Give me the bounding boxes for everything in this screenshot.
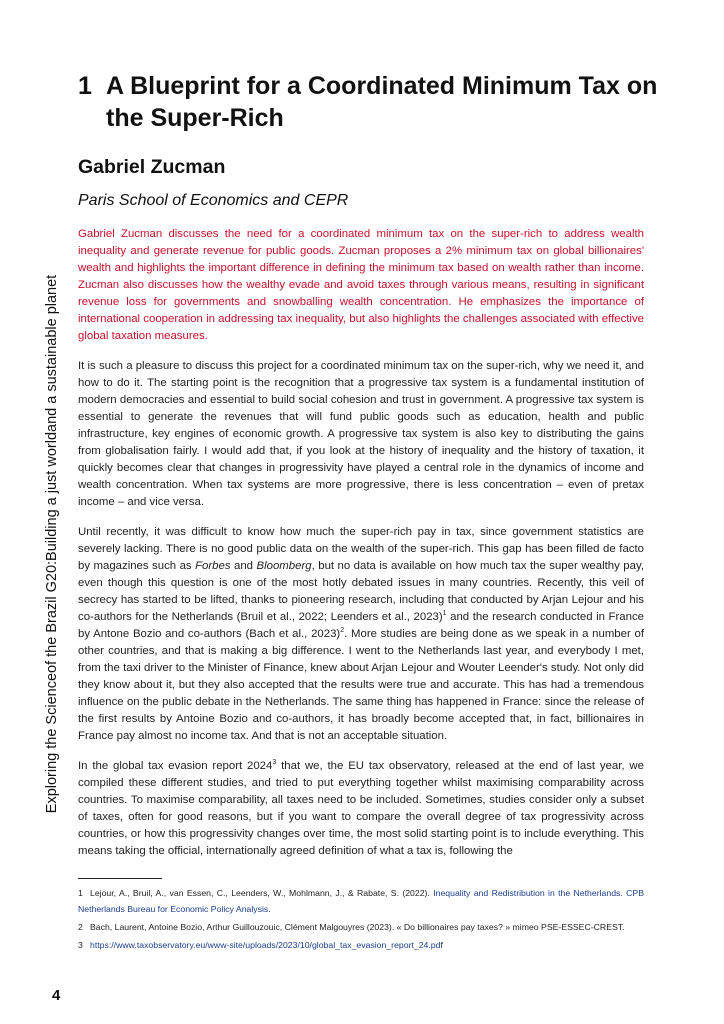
abstract-paragraph: Gabriel Zucman discusses the need for a coordinated minimum tax on the super-rich to address wealth inequality and generate revenue for public goods. Zucman proposes a 2% minimum tax on global billionaires' wealth and highlights the important difference in defining the minimum tax based on wealth rather than income. Zucman also discusses how the wealthy evade and avoid taxes through various means, resulting in significant revenue loss for governments and snowballing wealth concentration. He emphasizes the importance of international cooperation in addressing tax inequality, but also highlights the challenges associated with effective global taxation measures. [78, 228, 644, 342]
footnote-divider [78, 878, 162, 879]
footnote-text: f [440, 940, 443, 950]
footnote-1 [78, 885, 644, 917]
footnote-text: Lejour, A., Bruil, A., van Essen, C., Leenders, W., Mohlmann, J., & Rabate, S. (2022). [90, 888, 434, 898]
footnote-number: 1 [78, 888, 83, 898]
body-paragraph-2 [78, 524, 644, 745]
footnote-3 [78, 937, 644, 953]
body-paragraph-3 [78, 758, 644, 860]
italic-bloomberg: Bloomberg [256, 560, 312, 572]
text-run: that we, the EU tax observatory, released at the end of last year, we compiled these different studies, and tried to put everything together whilst maximising comparability across countries. To maximise comparability, all taxes need to be included. Sometimes, studies consider only a subset of taxes, often for good reasons, but if you want to compare the overall degree of tax progressivity across countries, or how this progressivity changes over time, the most solid starting point is to include everything. This means taking the official, internationally agreed definition of what a tax is, following the [78, 760, 644, 857]
footnote-2 [78, 919, 644, 935]
text-run: and [230, 560, 257, 572]
running-header-vertical: Exploring the Scienceof the Brazil G20:Building a just worldand a sustainable planet [44, 274, 60, 814]
body-paragraph-1: It is such a pleasure to discuss this project for a coordinated minimum tax on the super-rich, why we need it, and how to do it. The starting point is the recognition that a progressive tax system is a fundamental institution of modern democracies and essential to build social cohesion and trust in government. A progressive tax system is essential to generate the revenues that will fund public goods such as education, health and public infrastructure, key engines of economic growth. A progressive tax system is also key to distributing the gains from globalisation fairly. I would add that, if you look at the history of inequality and the history of taxation, it quickly becomes clear that changes in progressivity have played a central role in the dynamics of income and wealth concentration. When tax systems are more progressive, there is less concentration – even of pretax income – and vice versa. [78, 360, 644, 508]
text-run: and the research conducted in France by Antone Bozio and co-authors (Bach et al., 2023) [78, 611, 644, 640]
footnote-link[interactable]: Inequality and Redistribution in the Netherlands. CPB Netherlands Bureau for Economic Policy Analysis [78, 888, 644, 914]
page-number: 4 [52, 987, 61, 1004]
footnote-text: Bach, Laurent, Antoine Bozio, Arthur Guillouzouic, Clément Malgouyres (2023). « Do billionaires pay taxes? » mimeo PSE-ESSEC-CREST. [90, 922, 625, 932]
italic-forbes: Forbes [195, 560, 231, 572]
text-run: . More studies are being done as we speak in a number of other countries, and that is making a big difference. I went to the Netherlands last year, and everybody I met, from the taxi driver to the Minister of Finance, knew about Arjan Lejour and Wouter Leender's study. Not only did they know about it, but they also accepted that the results were true and accurate. This has had a tremendous influence on the public debate in the Netherlands. The same thing has happened in France: since the release of the first results by Antoine Bozio and co-authors, it has broadly become accepted that, in fact, billionaires in France pay almost no income tax. And that is not an acceptable situation. [78, 628, 644, 742]
footnote-ref-3[interactable]: 3 [272, 759, 277, 767]
footnotes [78, 885, 644, 955]
footnote-text: . [268, 904, 271, 914]
text-run: , but no data is available on how much tax the super wealthy pay, even though this question is one of the most hotly debated issues in many countries. Recently, this veil of secrecy has started to be lifted, thanks to pioneering research, including that conducted by Arjan Lejour and his co-authors for the Netherlands (Bruil et al., 2022; Leenders et al., 2023) [78, 560, 644, 623]
article-body [78, 226, 644, 873]
chapter-title: A Blueprint for a Coordinated Minimum Tax on the Super-Rich [106, 72, 658, 132]
footnote-link[interactable]: https://www.taxobservatory.eu/www-site/uploads/2023/10/global_tax_evasion_report_24.pd [90, 940, 441, 950]
author-name: Gabriel Zucman [78, 156, 226, 178]
author-affiliation: Paris School of Economics and CEPR [78, 192, 349, 209]
text-run: In the global tax evasion report 2024 [78, 760, 273, 772]
footnote-number: 3 [78, 940, 83, 950]
text-run: Until recently, it was difficult to know how much the super-rich pay in tax, since government statistics are severely lacking. There is no good public data on the wealth of the super-rich. This gap has been filled de facto by magazines such as [78, 526, 644, 572]
footnote-ref-1[interactable]: 1 [442, 610, 447, 618]
chapter-heading [78, 70, 658, 134]
footnote-number: 2 [78, 922, 83, 932]
footnote-ref-2[interactable]: 2 [340, 627, 345, 635]
chapter-number: 1 [78, 72, 92, 100]
